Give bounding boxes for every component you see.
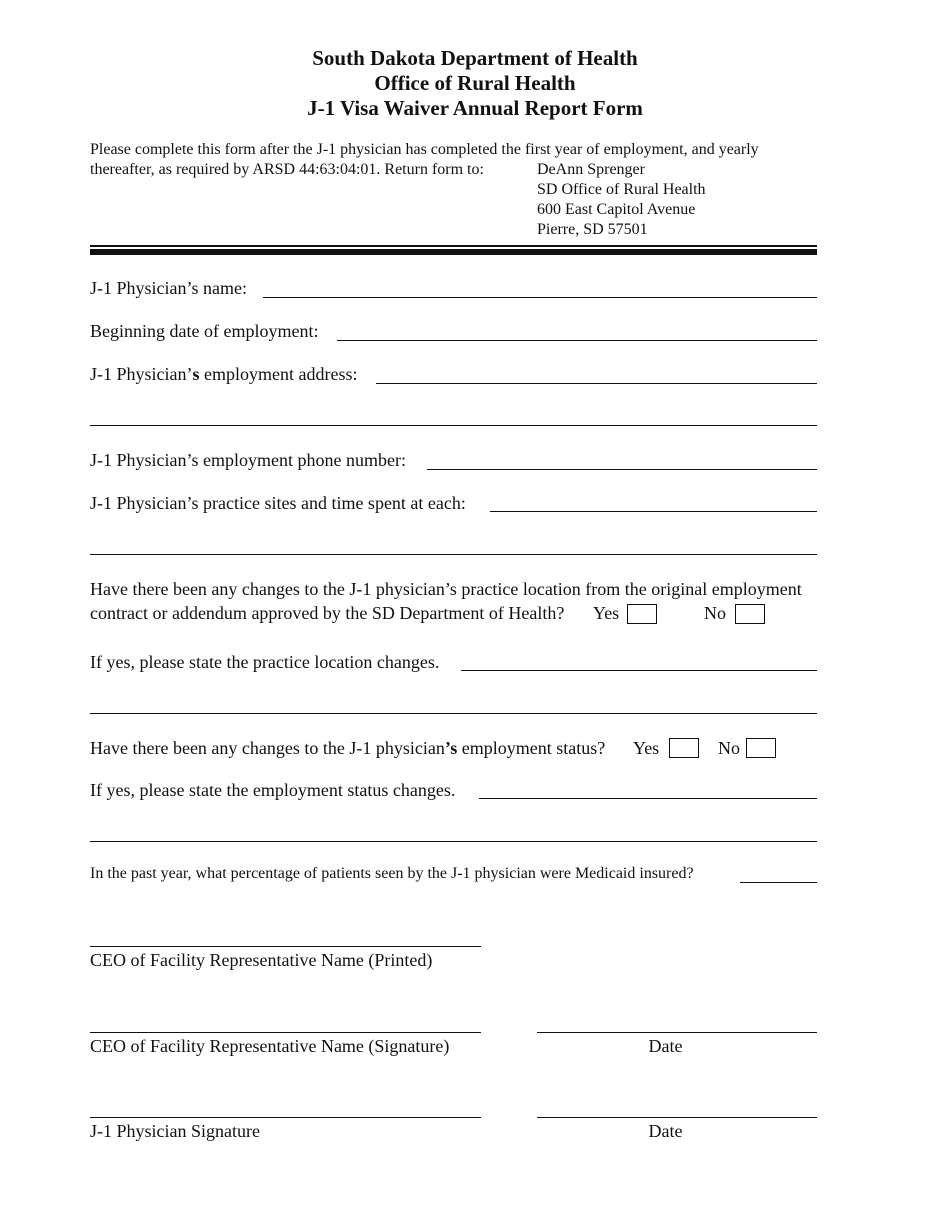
employment-status-no-checkbox[interactable] <box>746 738 776 758</box>
phone-label: J-1 Physician’s employment phone number: <box>90 450 406 470</box>
ceo-signature-date-label: Date <box>648 1036 683 1056</box>
medicaid-percentage-field[interactable] <box>740 882 817 883</box>
return-address-office: SD Office of Rural Health <box>537 181 706 198</box>
employment-status-yes-label: Yes <box>633 738 660 758</box>
start-date-label: Beginning date of employment: <box>90 321 319 341</box>
return-address-street: 600 East Capitol Avenue <box>537 201 696 218</box>
location-change-question-line-1: Have there been any changes to the J-1 physician’s practice location from the original employment <box>90 579 802 599</box>
location-change-field-line-2[interactable] <box>90 713 817 714</box>
employment-status-question: Have there been any changes to the J-1 physician’s employment status? <box>90 738 606 758</box>
employment-address-field[interactable] <box>376 383 817 384</box>
ceo-printed-name-field[interactable] <box>90 946 481 947</box>
ceo-printed-name-label: CEO of Facility Representative Name (Printed) <box>90 950 433 970</box>
location-change-yes-label: Yes <box>593 603 620 623</box>
practice-sites-field[interactable] <box>490 511 817 512</box>
phone-field[interactable] <box>427 469 817 470</box>
intro-line-1: Please complete this form after the J-1 physician has completed the first year of employment, and yearly <box>90 141 759 158</box>
ceo-signature-field[interactable] <box>90 1032 481 1033</box>
location-change-question-line-2: contract or addendum approved by the SD Department of Health? <box>90 603 565 623</box>
practice-sites-field-line-2[interactable] <box>90 554 817 555</box>
ceo-signature-label: CEO of Facility Representative Name (Signature) <box>90 1036 450 1056</box>
medicaid-question: In the past year, what percentage of patients seen by the J-1 physician were Medicaid insured? <box>90 865 694 882</box>
employment-status-field[interactable] <box>479 798 817 799</box>
employment-status-field-line-2[interactable] <box>90 841 817 842</box>
header-divider-thick <box>90 249 817 255</box>
form-agency-title: South Dakota Department of Health <box>312 46 638 70</box>
employment-status-yes-checkbox[interactable] <box>669 738 699 758</box>
practice-sites-label: J-1 Physician’s practice sites and time spent at each: <box>90 493 466 513</box>
employment-address-field-line-2[interactable] <box>90 425 817 426</box>
location-change-no-label: No <box>704 603 726 623</box>
physician-signature-label: J-1 Physician Signature <box>90 1121 260 1141</box>
physician-name-field[interactable] <box>263 297 817 298</box>
location-change-followup-label: If yes, please state the practice location changes. <box>90 652 440 672</box>
location-change-no-checkbox[interactable] <box>735 604 765 624</box>
location-change-yes-checkbox[interactable] <box>627 604 657 624</box>
form-title: J-1 Visa Waiver Annual Report Form <box>307 96 643 120</box>
header-divider-thin <box>90 245 817 247</box>
ceo-signature-date-field[interactable] <box>537 1032 817 1033</box>
start-date-field[interactable] <box>337 340 817 341</box>
physician-name-label: J-1 Physician’s name: <box>90 278 247 298</box>
physician-signature-date-field[interactable] <box>537 1117 817 1118</box>
employment-address-label: J-1 Physician’s employment address: <box>90 364 358 384</box>
location-change-field[interactable] <box>461 670 817 671</box>
physician-signature-field[interactable] <box>90 1117 481 1118</box>
return-address-city: Pierre, SD 57501 <box>537 221 648 238</box>
physician-signature-date-label: Date <box>648 1121 683 1141</box>
intro-line-2: thereafter, as required by ARSD 44:63:04:01. Return form to: <box>90 161 484 178</box>
return-address-name: DeAnn Sprenger <box>537 161 645 178</box>
form-office-title: Office of Rural Health <box>374 71 576 95</box>
employment-status-no-label: No <box>718 738 740 758</box>
employment-status-followup-label: If yes, please state the employment status changes. <box>90 780 456 800</box>
